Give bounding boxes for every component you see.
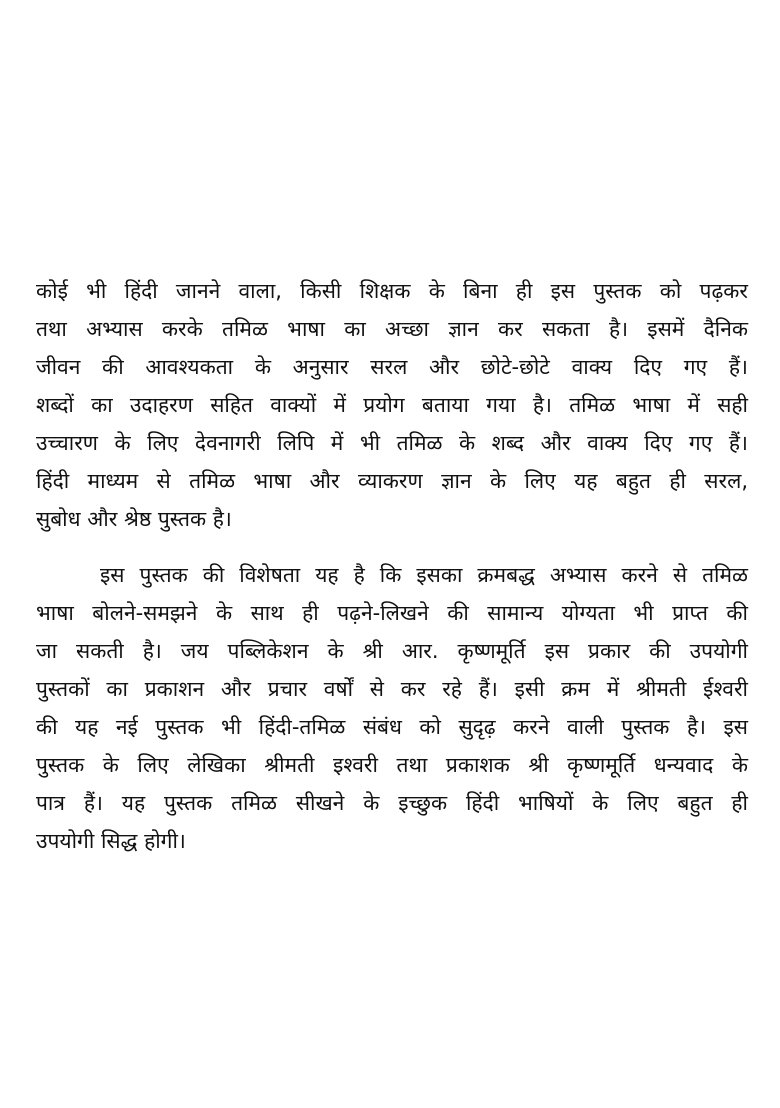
paragraph-line: जीवन की आवश्यकता के अनुसार सरल और छोटे-छोटे वाक्य दिए गए हैं। (36, 355, 748, 379)
paragraph-line: तथा अभ्यास करके तमिळ भाषा का अच्छा ज्ञान कर सकता है। इसमें दैनिक (36, 317, 748, 341)
paragraph-line: कोई भी हिंदी जानने वाला, किसी शिक्षक के बिना ही इस पुस्तक को पढ़कर (36, 279, 748, 303)
paragraph-line: सुबोध और श्रेष्ठ पुस्तक है। (36, 507, 232, 531)
paragraph-line: शब्दों का उदाहरण सहित वाक्यों में प्रयोग बताया गया है। तमिळ भाषा में सही (36, 393, 748, 417)
paragraph-line: की यह नई पुस्तक भी हिंदी-तमिळ संबंध को सुदृढ़ करने वाली पुस्तक है। इस (36, 715, 748, 739)
paragraph-features (36, 556, 748, 860)
paragraph-line: इस पुस्तक की विशेषता यह है कि इसका क्रमबद्ध अभ्यास करने से तमिळ (100, 563, 748, 587)
paragraph-line: हिंदी माध्यम से तमिळ भाषा और व्याकरण ज्ञान के लिए यह बहुत ही सरल, (36, 469, 748, 493)
paragraph-line: भाषा बोलने-समझने के साथ ही पढ़ने-लिखने की सामान्य योग्यता भी प्राप्त की (36, 601, 748, 625)
paragraph-intro (36, 272, 748, 538)
paragraph-line: पुस्तक के लिए लेखिका श्रीमती इश्वरी तथा प्रकाशक श्री कृष्णमूर्ति धन्यवाद के (36, 753, 748, 777)
paragraph-line: पात्र हैं। यह पुस्तक तमिळ सीखने के इच्छुक हिंदी भाषियों के लिए बहुत ही (36, 791, 748, 815)
paragraph-line: जा सकती है। जय पब्लिकेशन के श्री आर. कृष्णमूर्ति इस प्रकार की उपयोगी (36, 639, 748, 663)
paragraph-line: उच्चारण के लिए देवनागरी लिपि में भी तमिळ के शब्द और वाक्य दिए गए हैं। (36, 431, 748, 455)
paragraph-line: पुस्तकों का प्रकाशन और प्रचार वर्षों से कर रहे हैं। इसी क्रम में श्रीमती ईश्वरी (36, 677, 748, 701)
paragraph-line: उपयोगी सिद्ध होगी। (36, 829, 186, 853)
